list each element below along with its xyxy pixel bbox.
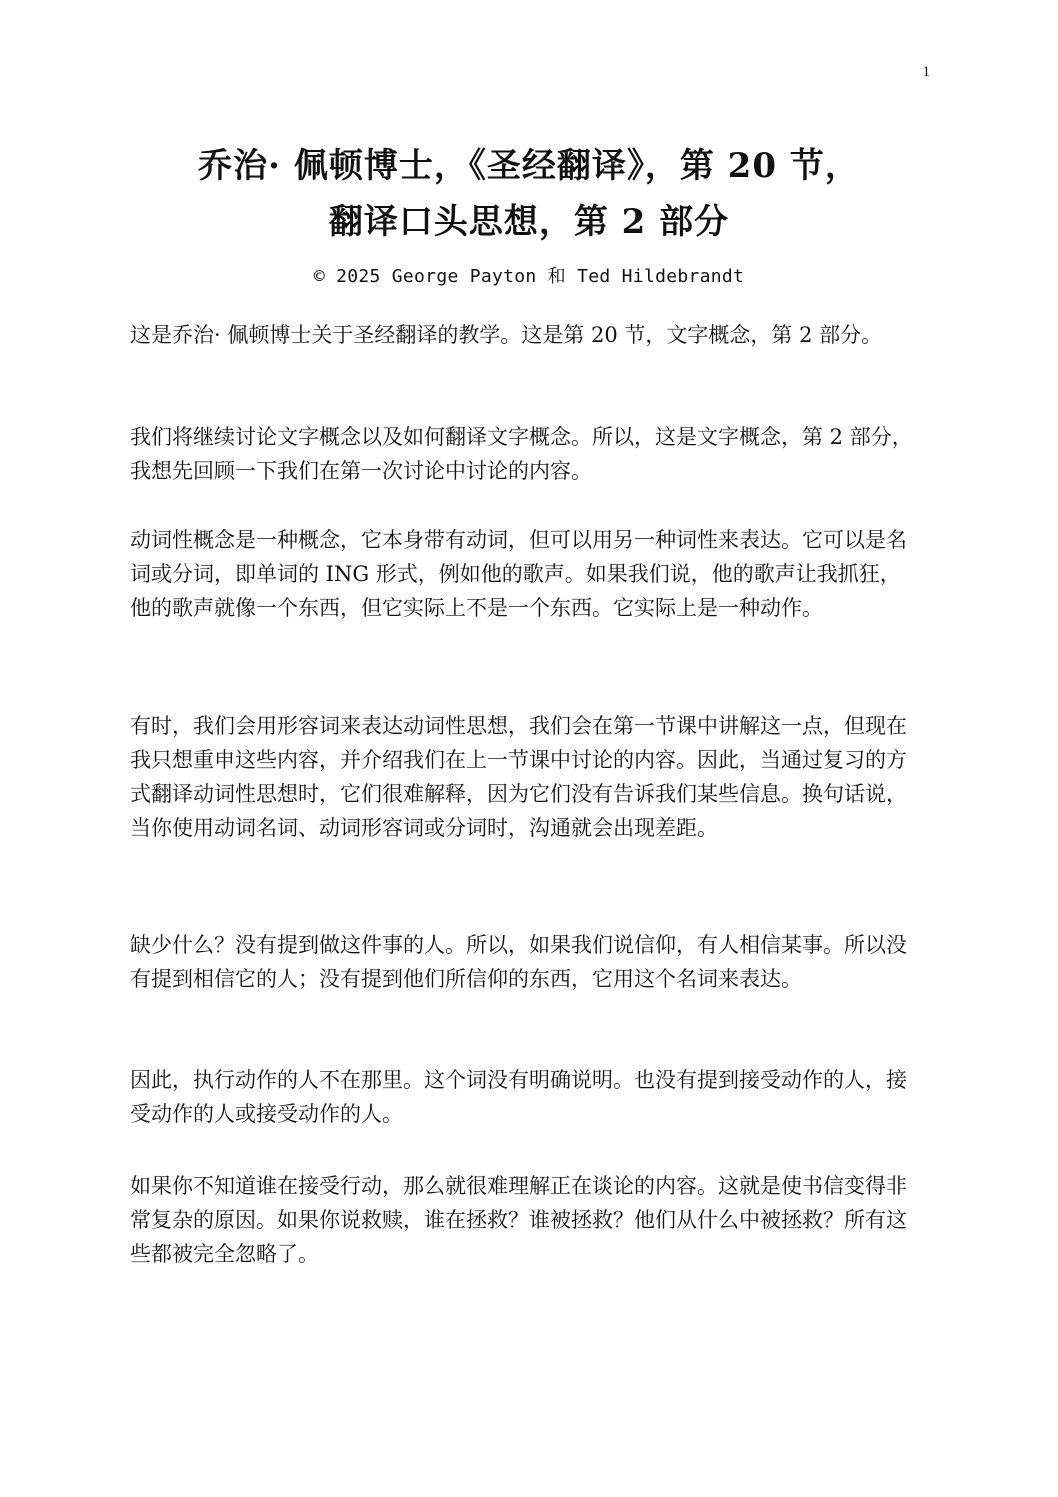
title-line-2: 翻译口头思想，第 2 部分 bbox=[328, 202, 730, 242]
paragraph: 有时，我们会用形容词来表达动词性思想，我们会在第一节课中讲解这一点，但现在我只想重申这些内容，并介绍我们在上一节课中讨论的内容。因此，当通过复习的方式翻译动词性思想时，它们很难解释，因为它们没有告诉我们某些信息。换句话说，当你使用动词名词、动词形容词或分词时，沟通就会出现差距。 bbox=[130, 714, 907, 840]
paragraph: 缺少什么？没有提到做这件事的人。所以，如果我们说信仰，有人相信某事。所以没有提到相信它的人；没有提到他们所信仰的东西，它用这个名词来表达。 bbox=[130, 933, 907, 991]
document-title bbox=[0, 138, 1058, 250]
paragraph: 如果你不知道谁在接受行动，那么就很难理解正在谈论的内容。这就是使书信变得非常复杂的原因。如果你说救赎，谁在拯救？谁被拯救？他们从什么中被拯救？所有这些都被完全忽略了。 bbox=[130, 1174, 907, 1266]
page-number: 1 bbox=[922, 64, 930, 80]
paragraph: 动词性概念是一种概念，它本身带有动词，但可以用另一种词性来表达。它可以是名词或分词，即单词的 ING 形式，例如他的歌声。如果我们说，他的歌声让我抓狂，他的歌声就像一个东西，但它实际上不是一个东西。它实际上是一种动作。 bbox=[130, 528, 907, 620]
paragraph: 这是乔治· 佩顿博士关于圣经翻译的教学。这是第 20 节，文字概念，第 2 部分。 bbox=[130, 323, 883, 347]
paragraph: 因此，执行动作的人不在那里。这个词没有明确说明。也没有提到接受动作的人，接受动作的人或接受动作的人。 bbox=[130, 1068, 907, 1126]
title-line-1: 乔治· 佩顿博士，《圣经翻译》，第 20 节， bbox=[198, 146, 860, 186]
copyright-line: © 2025 George Payton 和 Ted Hildebrandt bbox=[313, 266, 745, 287]
paragraph: 我们将继续讨论文字概念以及如何翻译文字概念。所以，这是文字概念，第 2 部分，我想先回顾一下我们在第一次讨论中讨论的内容。 bbox=[130, 425, 913, 483]
